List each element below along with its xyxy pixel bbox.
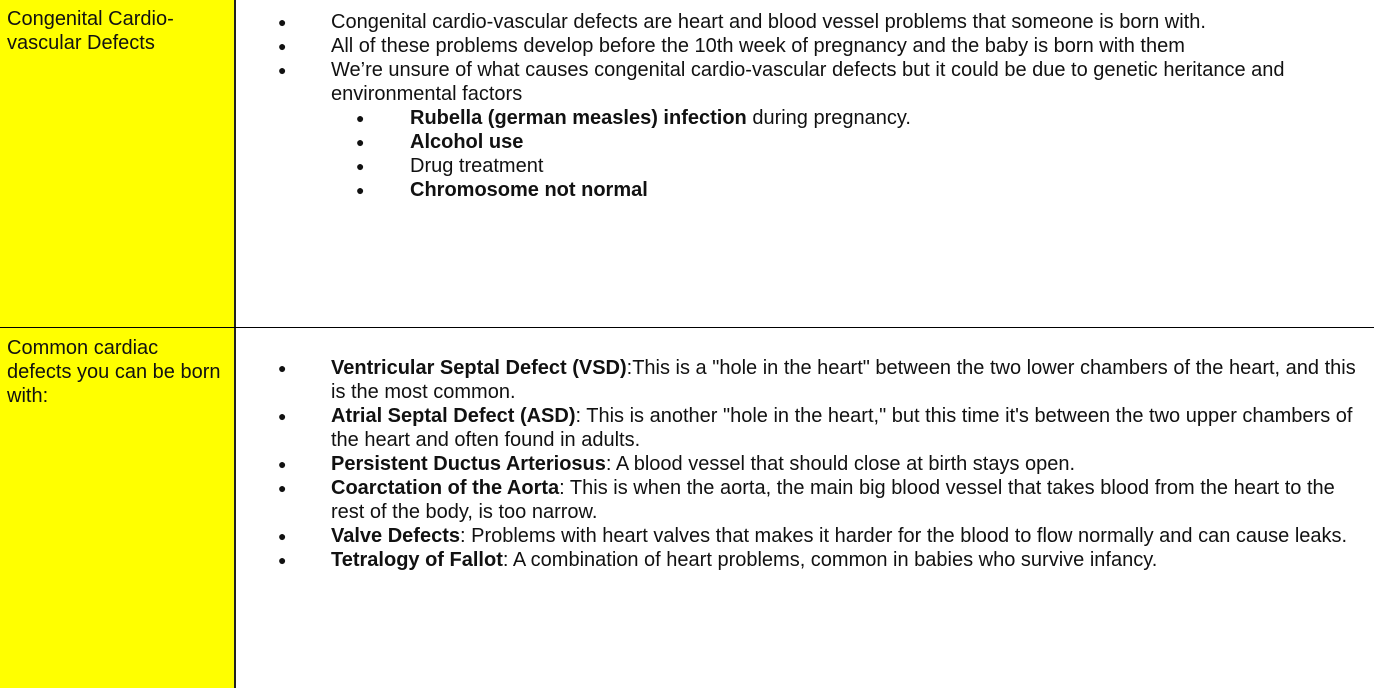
sub-bullet-list [236, 106, 1374, 202]
list-item [236, 58, 1374, 106]
bullet-icon: ● [356, 158, 365, 174]
bullet-list [236, 356, 1374, 572]
list-item-text: : This is another "hole in the heart," but this time it's between the two upper chambers of the heart and often found in adults. [331, 405, 1353, 451]
bullet-icon: ● [356, 110, 365, 126]
list-item-text: during pregnancy. [746, 107, 911, 129]
list-item-bold: Rubella (german measles) infection [410, 107, 747, 129]
row-label: Congenital Cardio-vascular Defects [7, 8, 174, 54]
list-item-text: Congenital cardio-vascular defects are heart and blood vessel problems that someone is born with. [331, 11, 1206, 33]
bullet-icon: ● [278, 14, 287, 30]
list-item [236, 34, 1374, 58]
list-item-bold: Tetralogy of Fallot [331, 549, 503, 571]
list-item-bold: Persistent Ductus Arteriosus [331, 453, 606, 475]
bullet-icon: ● [278, 38, 287, 54]
list-item [236, 10, 1374, 34]
content-cell [236, 0, 1374, 327]
list-item [236, 130, 1374, 154]
list-item [236, 106, 1374, 130]
list-item-text: : A blood vessel that should close at birth stays open. [605, 453, 1076, 475]
list-item-text: We’re unsure of what causes congenital cardio-vascular defects but it could be due to genetic heritance and environmental factors [331, 59, 1285, 105]
list-item [236, 356, 1374, 404]
list-item-bold: Coarctation of the Aorta [331, 477, 560, 499]
list-item [236, 548, 1374, 572]
content-cell [236, 328, 1374, 688]
list-item-bold: Alcohol use [410, 131, 524, 153]
label-cell [0, 0, 236, 327]
label-highlight [0, 0, 234, 327]
list-item [236, 178, 1374, 202]
list-item [236, 476, 1374, 524]
label-highlight [0, 328, 234, 688]
bullet-icon: ● [278, 480, 287, 496]
list-item-text: :This is a "hole in the heart" between the two lower chambers of the heart, and this is the most common. [331, 357, 1356, 403]
table-row-common-defects [0, 328, 1374, 688]
list-item-bold: Atrial Septal Defect (ASD) [331, 405, 576, 427]
bullet-icon: ● [278, 62, 287, 78]
bullet-icon: ● [356, 134, 365, 150]
bullet-icon: ● [278, 528, 287, 544]
bullet-icon: ● [278, 456, 287, 472]
list-item-bold: Valve Defects [331, 525, 460, 547]
bullet-icon: ● [356, 182, 365, 198]
list-item [236, 452, 1374, 476]
list-item [236, 524, 1374, 548]
list-item-text: All of these problems develop before the 10th week of pregnancy and the baby is born with them [331, 35, 1185, 57]
row-label: Common cardiac defects you can be born with: [7, 337, 221, 407]
bullet-list [236, 10, 1374, 106]
bullet-icon: ● [278, 408, 287, 424]
list-item-bold: Ventricular Septal Defect (VSD) [331, 357, 627, 379]
bullet-icon: ● [278, 552, 287, 568]
bullet-icon: ● [278, 360, 287, 376]
list-item [236, 154, 1374, 178]
list-item-text: : This is when the aorta, the main big blood vessel that takes blood from the heart to the rest of the body, is too narrow. [331, 477, 1335, 523]
list-item [236, 404, 1374, 452]
list-item-text: : A combination of heart problems, common in babies who survive infancy. [502, 549, 1158, 571]
list-item-bold: Chromosome not normal [410, 179, 648, 201]
table-row-congenital-defects [0, 0, 1374, 328]
label-cell [0, 328, 236, 688]
list-item-text: : Problems with heart valves that makes it harder for the blood to flow normally and can cause leaks. [459, 525, 1348, 547]
list-item-text: Drug treatment [410, 155, 544, 177]
